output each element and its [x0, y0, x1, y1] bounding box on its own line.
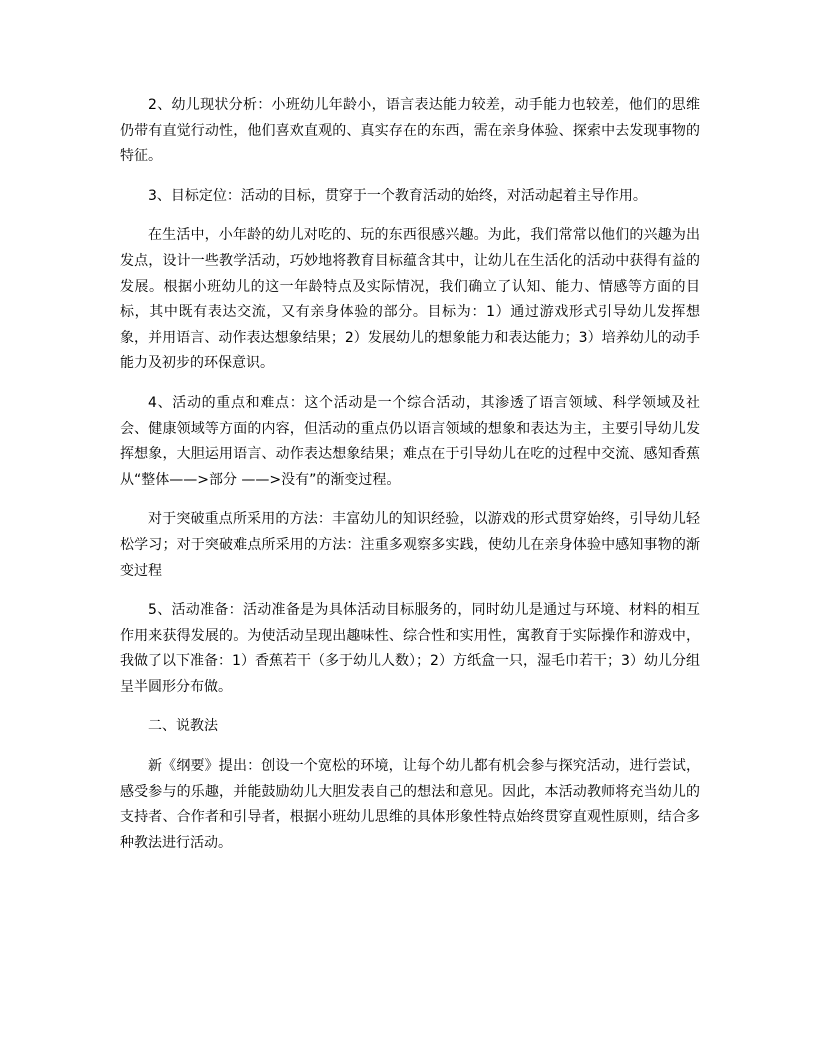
- paragraph-key-points: 4、活动的重点和难点：这个活动是一个综合活动，其渗透了语言领域、科学领域及社会、健康领域等方面的内容，但活动的重点仍以语言领域的想象和表达为主，主要引导幼儿发挥想象，大胆运用语言、动作表达想象结果；难点在于引导幼儿在吃的过程中交流、感知香蕉从“整体——>部分 ——>没有”的渐变过程。: [120, 394, 700, 488]
- paragraph-goal-positioning: 3、目标定位：活动的目标，贯穿于一个教育活动的始终，对活动起着主导作用。: [148, 187, 647, 204]
- paragraph-child-analysis: 2、幼儿现状分析：小班幼儿年龄小，语言表达能力较差，动手能力也较差，他们的思维仍带有直觉行动性，他们喜欢直观的、真实存在的东西，需在亲身体验、探索中去发现事物的特征。: [120, 97, 700, 165]
- paragraph-preparation: 5、活动准备：活动准备是为具体活动目标服务的，同时幼儿是通过与环境、材料的相互作用来获得发展的。为使活动呈现出趣味性、综合性和实用性，寓教育于实际操作和游戏中，我做了以下准备：1）香蕉若干（多于幼儿人数）；2）方纸盒一只，湿毛巾若干；3）幼儿分组呈半圆形分布做。: [120, 602, 700, 695]
- paragraph-methods: 对于突破重点所采用的方法：丰富幼儿的知识经验，以游戏的形式贯穿始终，引导幼儿轻松学习；对于突破难点所采用的方法：注重多观察多实践，使幼儿在亲身体验中感知事物的渐变过程: [120, 511, 700, 579]
- section-heading-teaching-methods: 二、说教法: [148, 718, 218, 735]
- document-body: [120, 93, 700, 870]
- paragraph-guidelines: 新《纲要》提出：创设一个宽松的环境，让每个幼儿都有机会参与探究活动，进行尝试，感受参与的乐趣，并能鼓励幼儿大胆发表自己的想法和意见。因此，本活动教师将充当幼儿的支持者、合作者和引导者，根据小班幼儿思维的具体形象性特点始终贯穿直观性原则，结合多种教法进行活动。: [120, 758, 700, 851]
- paragraph-goals: 在生活中，小年龄的幼儿对吃的、玩的东西很感兴趣。为此，我们常常以他们的兴趣为出发点，设计一些教学活动，巧妙地将教育目标蕴含其中，让幼儿在生活化的活动中获得有益的发展。根据小班幼儿的这一年龄特点及实际情况，我们确立了认知、能力、情感等方面的目标，其中既有表达交流，又有亲身体验的部分。目标为：1）通过游戏形式引导幼儿发挥想象，并用语言、动作表达想象结果；2）发展幼儿的想象能力和表达能力；3）培养幼儿的动手能力及初步的环保意识。: [120, 227, 700, 372]
